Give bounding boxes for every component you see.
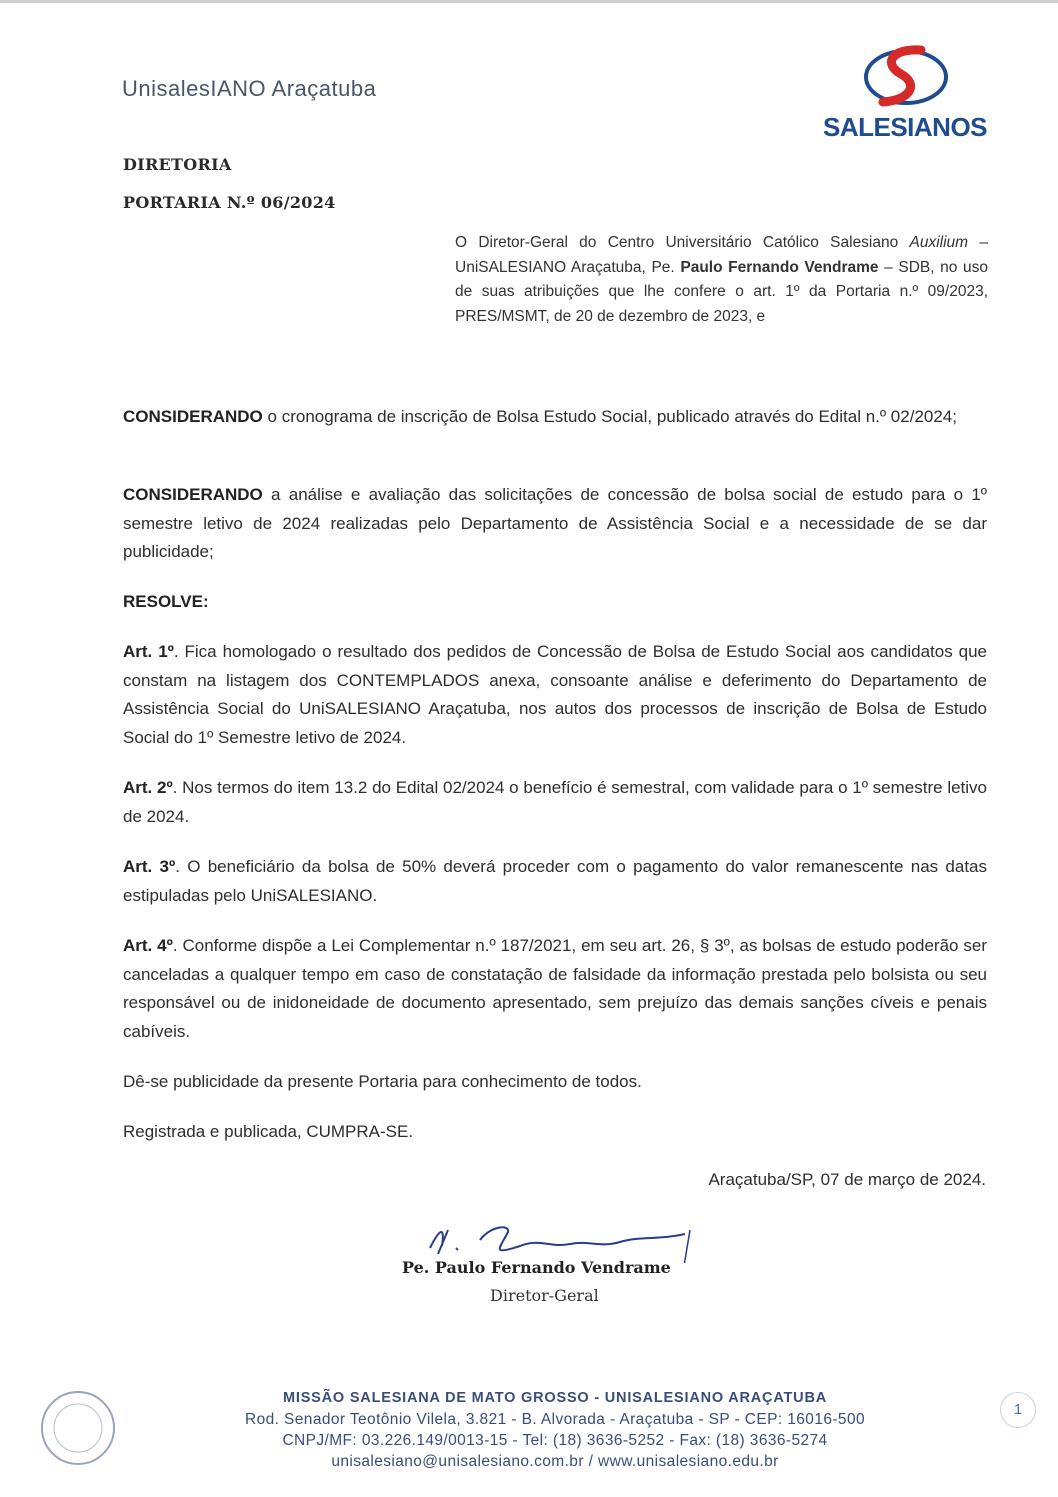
footer-line-4: unisalesiano@unisalesiano.com.br / www.unisalesiano.edu.br [331,1453,779,1470]
footer-line-2: Rod. Senador Teotônio Vilela, 3.821 - B. Alvorada - Araçatuba - SP - CEP: 16016-500 [245,1411,865,1428]
footer-line-1: MISSÃO SALESIANA DE MATO GROSSO - UNISALESIANO ARAÇATUBA [283,1390,827,1406]
footer-address [130,1388,980,1472]
legal-stamp-icon [38,1388,118,1468]
preamble [455,231,988,329]
handwritten-signature-icon [400,1218,700,1263]
article-text: . O beneficiário da bolsa de 50% deverá proceder com o pagamento do valor remanescente nas datas estipuladas pelo UniSALESIANO. [123,857,988,905]
article-text: . Nos termos do item 13.2 do Edital 02/2024 o benefício é semestral, com validade para o 1º semestre letivo de 2024. [123,778,988,826]
article-text: . Conforme dispõe a Lei Complementar n.º 187/2021, em seu art. 26, § 3º, as bolsas de estudo poderão ser canceladas a qualquer tempo em caso de constatação de falsidade da informação prestada pelo bolsista ou seu responsável ou de inidoneidade de documento apresentado, sem prejuízo das demais sanções cíveis e penais cabíveis. [123,936,988,1041]
considerando-text: a análise e avaliação das solicitações de concessão de bolsa social de estudo para o 1º semestre letivo de 2024 realizadas pelo Departamento de Assistência Social e a necessidade de se dar publicidade; [123,485,987,561]
salesianos-s-mark-icon [861,42,951,112]
article-text: . Fica homologado o resultado dos pedidos de Concessão de Bolsa de Estudo Social aos candidatos que constam na listagem dos CONTEMPLADOS anexa, consoante análise e deferimento do Departamento de Assistência Social do UniSALESIANO Araçatuba, nos autos dos processos de inscrição de Bolsa de Estudo Social do 1º Semestre letivo de 2024. [123,642,987,747]
preamble-auxilium: Auxilium [909,234,969,251]
preamble-director-name: Paulo Fernando Vendrame [680,258,879,276]
article-lead: Art. 2º [123,778,173,797]
publicity-line: Dê-se publicidade da presente Portaria para conhecimento de todos. [123,1072,642,1091]
signatory-name: Pe. Paulo Fernando Vendrame [402,1258,671,1277]
considerando-lead: CONSIDERANDO [123,485,263,504]
preamble-text: O Diretor-Geral do Centro Universitário Católico Salesiano [455,234,910,251]
article-2 [123,774,987,831]
article-3 [123,853,987,910]
considerando-lead: CONSIDERANDO [123,407,263,426]
page-number: 1 [1000,1392,1036,1428]
institution-name: UnisalesIANO Araçatuba [122,76,377,101]
preamble-text: – UniSALESIANO Araçatuba, Pe. [455,234,988,276]
article-1 [123,638,987,752]
considerando-text: o cronograma de inscrição de Bolsa Estudo Social, publicado através do Edital n.º 02/2024; [262,407,957,426]
considerando-2 [123,481,987,567]
salesianos-logo [815,42,995,142]
resolve-label: RESOLVE: [123,592,209,611]
section-title: DIRETORIA [123,155,232,174]
considerando-1 [123,403,987,432]
footer-line-3: CNPJ/MF: 03.226.149/0013-15 - Tel: (18) 3636-5252 - Fax: (18) 3636-5274 [282,1432,828,1449]
article-lead: Art. 1º [123,642,174,661]
article-lead: Art. 3º [123,857,176,876]
logo-text: SALESIANOS [822,112,988,142]
date-place: Araçatuba/SP, 07 de março de 2024. [708,1170,986,1189]
article-lead: Art. 4º [123,936,173,955]
portaria-number: PORTARIA N.º 06/2024 [123,193,336,212]
top-border [0,0,1058,3]
preamble-text: – SDB, no uso de suas atribuições que lhe confere o art. 1º da Portaria n.º 09/2023, PRES/MSMT, de 20 de dezembro de 2023, e [455,258,988,325]
signatory-role: Diretor-Geral [490,1286,599,1305]
resolve-heading [123,588,987,617]
article-4 [123,932,987,1046]
registered-line: Registrada e publicada, CUMPRA-SE. [123,1122,414,1141]
